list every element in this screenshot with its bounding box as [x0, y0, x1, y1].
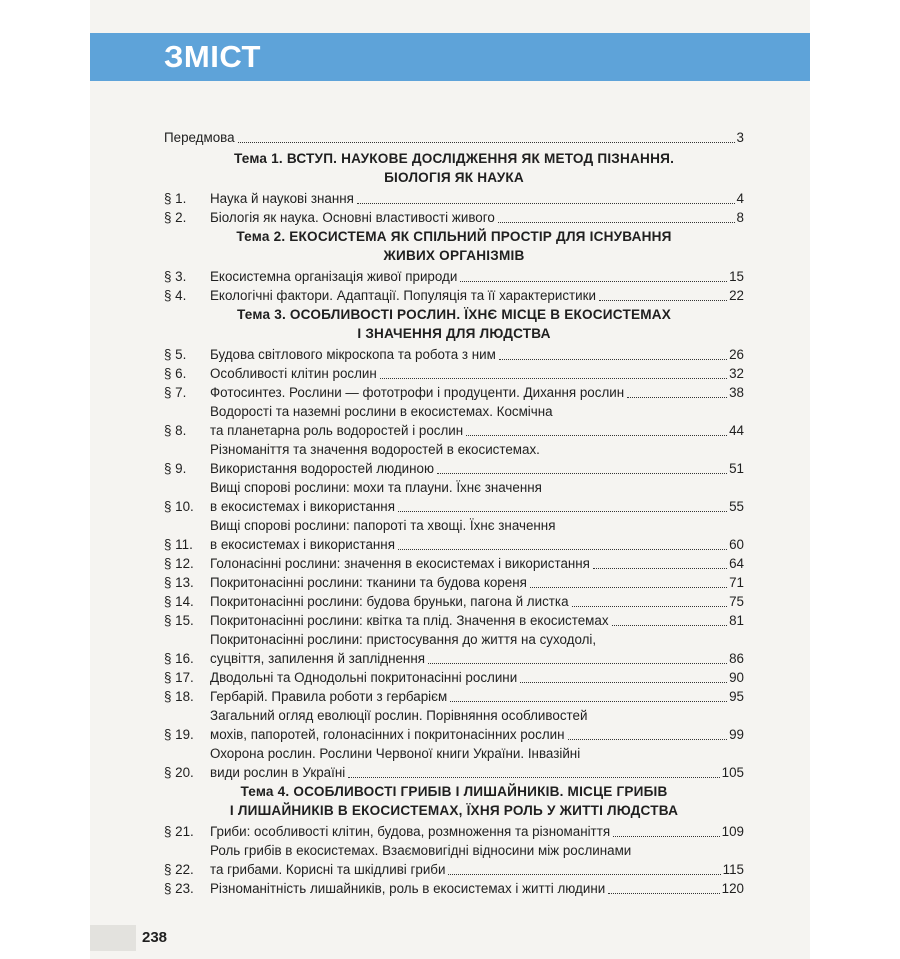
toc-entry[interactable]: [164, 554, 744, 573]
entry-body: [210, 364, 744, 383]
page-ref: 71: [729, 575, 744, 590]
leader-dots: [460, 281, 727, 282]
page-ref: 51: [729, 461, 744, 476]
entry-title: в екосистемах і використання: [210, 499, 395, 514]
leader-dots: [357, 203, 735, 204]
entry-lines: [210, 364, 729, 383]
section-number: § 18.: [164, 689, 194, 704]
leader-dots: [398, 549, 727, 550]
section-number: § 22.: [164, 862, 194, 877]
entry-title: Покритонасінні рослини: квітка та плід. Значення в екосистемах: [210, 613, 609, 628]
leader-dots: [612, 625, 728, 626]
toc-entry[interactable]: [164, 440, 744, 478]
toc-entry[interactable]: [164, 841, 744, 879]
entry-lines: [210, 611, 729, 630]
entry-lines: [210, 383, 729, 402]
entry-last-line: [210, 822, 722, 841]
entry-title: Екосистемна організація живої природи: [210, 269, 458, 284]
entry-title: Особливості клітин рослин: [210, 366, 377, 381]
entry-title: суцвіття, запилення й запліднення: [210, 651, 425, 666]
entry-lines: [210, 478, 729, 516]
page-ref: 81: [729, 613, 744, 628]
entry-title: Фотосинтез. Рослини — фототрофи і продуценти. Дихання рослин: [210, 385, 625, 400]
entry-last-line: [210, 383, 729, 402]
topic-heading: [164, 306, 744, 343]
toc-entry[interactable]: [164, 383, 744, 402]
entry-body: [210, 189, 744, 208]
topic-heading: [164, 228, 744, 265]
topic-heading-line: ЖИВИХ ОРГАНІЗМІВ: [383, 247, 525, 263]
entry-body: [210, 345, 744, 364]
toc-entry[interactable]: [164, 516, 744, 554]
entry-last-line: [210, 668, 729, 687]
section-number: § 13.: [164, 575, 194, 590]
section-number: § 23.: [164, 881, 194, 896]
entry-last-line: [210, 860, 723, 879]
toc-entry[interactable]: [164, 478, 744, 516]
section-number: § 20.: [164, 765, 194, 780]
entry-body: [210, 383, 744, 402]
entry-lines: [210, 879, 722, 898]
header-banner: [90, 33, 810, 81]
entry-last-line: [210, 573, 729, 592]
section-number: § 16.: [164, 651, 194, 666]
section-number: § 4.: [164, 288, 187, 303]
page-ref: 120: [721, 881, 744, 896]
entry-lines: [210, 822, 722, 841]
page-ref: 109: [721, 824, 744, 839]
entry-body: [210, 668, 744, 687]
page-ref: 105: [721, 765, 744, 780]
topic-heading: [164, 783, 744, 820]
entry-last-line: [210, 421, 729, 440]
page-ref: 75: [729, 594, 744, 609]
leader-dots: [520, 682, 727, 683]
entry-last-line: [210, 267, 729, 286]
section-number: § 7.: [164, 385, 187, 400]
entry-last-line: [210, 364, 729, 383]
page-ref: 8: [736, 210, 744, 225]
entry-title: Гербарій. Правила роботи з гербарієм: [210, 689, 448, 704]
toc-entry[interactable]: [164, 822, 744, 841]
topic-heading-line: Тема 2. ЕКОСИСТЕМА ЯК СПІЛЬНИЙ ПРОСТІР ДЛЯ ІСНУВАННЯ: [236, 229, 672, 244]
page-ref: 22: [729, 288, 744, 303]
page-ref: 90: [729, 670, 744, 685]
section-number: § 5.: [164, 347, 187, 362]
entry-title-line: Загальний огляд еволюції рослин. Порівняння особливостей: [210, 708, 588, 723]
section-number: § 8.: [164, 423, 187, 438]
entry-body: [210, 706, 744, 744]
topic-heading-line: Тема 4. ОСОБЛИВОСТІ ГРИБІВ І ЛИШАЙНИКІВ. МІСЦЕ ГРИБІВ: [240, 784, 668, 799]
entry-title: Наука й наукові знання: [210, 191, 354, 206]
entry-title-line: Різноманіття та значення водоростей в екосистемах.: [210, 442, 540, 457]
entry-lines: [210, 668, 729, 687]
leader-dots: [627, 397, 727, 398]
entry-lines: [210, 286, 729, 305]
entry-body: [210, 440, 744, 478]
toc-entry[interactable]: [164, 402, 744, 440]
entry-lines: [210, 592, 729, 611]
leader-dots: [398, 511, 727, 512]
entry-lines: [210, 440, 729, 478]
topic-heading-line: Тема 1. ВСТУП. НАУКОВЕ ДОСЛІДЖЕННЯ ЯК МЕТОД ПІЗНАННЯ.: [233, 151, 675, 166]
entry-title: Гриби: особливості клітин, будова, розмноження та різноманіття: [210, 824, 611, 839]
toc-entry[interactable]: [164, 744, 744, 782]
leader-dots: [450, 701, 727, 702]
leader-dots: [348, 777, 719, 778]
section-number: § 14.: [164, 594, 194, 609]
leader-dots: [437, 473, 727, 474]
entry-lines: [210, 630, 729, 668]
page-ref: 64: [729, 556, 744, 571]
topic-heading-line: БІОЛОГІЯ ЯК НАУКА: [384, 169, 524, 185]
section-number: § 10.: [164, 499, 194, 514]
entry-title-line: Водорості та наземні рослини в екосистемах. Космічна: [210, 404, 553, 419]
entry-lines: [210, 402, 729, 440]
entry-title: Покритонасінні рослини: тканини та будова кореня: [210, 575, 527, 590]
entry-last-line: [210, 208, 737, 227]
entry-title: Покритонасінні рослини: будова бруньки, пагона й листка: [210, 594, 569, 609]
entry-title-line: Вищі спорові рослини: мохи та плауни. Їхнє значення: [210, 480, 542, 495]
toc-entry[interactable]: [164, 879, 744, 898]
entry-lines: [210, 267, 729, 286]
section-number: § 15.: [164, 613, 194, 628]
preface-title: Передмова: [164, 130, 235, 145]
entry-title: Будова світлового мікроскопа та робота з ним: [210, 347, 496, 362]
leader-dots: [498, 222, 735, 223]
toc-entry[interactable]: [164, 592, 744, 611]
entry-last-line: [210, 189, 737, 208]
entry-lines: [210, 573, 729, 592]
entry-title: мохів, папоротей, голонасінних і покритонасінних рослин: [210, 727, 565, 742]
book-page: [90, 0, 810, 959]
page-title: ЗМІСТ: [164, 39, 261, 74]
entry-body: [210, 822, 744, 841]
entry-body: [210, 687, 744, 706]
page-number: 238: [142, 929, 168, 946]
topic-heading-line: І ЛИШАЙНИКІВ В ЕКОСИСТЕМАХ, ЇХНЯ РОЛЬ У ЖИТТІ ЛЮДСТВА: [229, 802, 679, 818]
entry-last-line: [210, 687, 729, 706]
entry-last-line: [210, 725, 729, 744]
section-number: § 1.: [164, 191, 187, 206]
leader-dots: [599, 300, 727, 301]
table-of-contents: [164, 128, 744, 898]
entry-title: Дводольні та Однодольні покритонасінні рослини: [210, 670, 518, 685]
page-ref: 4: [736, 191, 744, 206]
entry-lines: [210, 554, 729, 573]
section-number: § 2.: [164, 210, 187, 225]
leader-dots: [466, 435, 727, 436]
entry-title-line: Покритонасінні рослини: пристосування до життя на суходолі,: [210, 632, 597, 647]
entry-last-line: [210, 286, 729, 305]
page-ref: 26: [729, 347, 744, 362]
entry-lines: [210, 841, 723, 879]
page-ref: 86: [729, 651, 744, 666]
toc-entry[interactable]: [164, 573, 744, 592]
toc-entry[interactable]: [164, 630, 744, 668]
entry-lines: [210, 516, 729, 554]
leader-dots: [499, 359, 727, 360]
section-number: § 9.: [164, 461, 187, 476]
toc-entry[interactable]: [164, 687, 744, 706]
leader-dots: [568, 739, 728, 740]
toc-entry[interactable]: [164, 286, 744, 305]
toc-entry[interactable]: [164, 189, 744, 208]
entry-title-line: Роль грибів в екосистемах. Взаємовигідні відносини між рослинами: [210, 843, 632, 858]
entry-body: [210, 402, 744, 440]
topic-heading: [164, 150, 744, 187]
entry-last-line: [210, 345, 729, 364]
page-ref: 32: [729, 366, 744, 381]
leader-dots: [238, 142, 735, 143]
topic-heading-line: І ЗНАЧЕННЯ ДЛЯ ЛЮДСТВА: [357, 325, 551, 341]
entry-body: [210, 516, 744, 554]
entry-last-line: [210, 535, 729, 554]
toc-entry[interactable]: [164, 364, 744, 383]
page-ref: 15: [729, 269, 744, 284]
section-number: § 17.: [164, 670, 194, 685]
page-ref: 60: [729, 537, 744, 552]
leader-dots: [428, 663, 727, 664]
entry-last-line: [210, 611, 729, 630]
topic-heading-line: Тема 3. ОСОБЛИВОСТІ РОСЛИН. ЇХНЄ МІСЦЕ В ЕКОСИСТЕМАХ: [236, 307, 672, 322]
entry-lines: [210, 687, 729, 706]
entry-body: [210, 267, 744, 286]
entry-last-line: [210, 879, 722, 898]
leader-dots: [572, 606, 728, 607]
entry-body: [210, 554, 744, 573]
entry-title-line: Вищі спорові рослини: папороті та хвощі. Їхнє значення: [210, 518, 556, 533]
entry-title: та грибами. Корисні та шкідливі гриби: [210, 862, 446, 877]
toc-entry[interactable]: [164, 611, 744, 630]
entry-body: [210, 208, 744, 227]
entry-title: Екологічні фактори. Адаптації. Популяція та її характеристики: [210, 288, 596, 303]
entry-title-line: Охорона рослин. Рослини Червоної книги України. Інвазійні: [210, 746, 581, 761]
page-ref: 95: [729, 689, 744, 704]
section-number: § 11.: [164, 537, 193, 552]
leader-dots: [608, 893, 719, 894]
entry-body: [210, 744, 744, 782]
entry-last-line: [210, 649, 729, 668]
entry-last-line: [210, 763, 722, 782]
entry-last-line: [210, 497, 729, 516]
footer-bar: [90, 925, 136, 951]
entry-title: види рослин в Україні: [210, 765, 346, 780]
leader-dots: [593, 568, 727, 569]
entry-last-line: [210, 459, 729, 478]
toc-entry[interactable]: [164, 706, 744, 744]
section-number: § 3.: [164, 269, 187, 284]
entry-title: в екосистемах і використання: [210, 537, 395, 552]
leader-dots: [448, 874, 720, 875]
entry-body: [210, 286, 744, 305]
entry-body: [210, 611, 744, 630]
page-ref: 44: [729, 423, 744, 438]
leader-dots: [530, 587, 727, 588]
entry-body: [210, 592, 744, 611]
entry-lines: [210, 706, 729, 744]
toc-entry[interactable]: [164, 267, 744, 286]
entry-body: [210, 841, 744, 879]
entry-lines: [210, 744, 722, 782]
toc-entry[interactable]: [164, 208, 744, 227]
entry-body: [210, 478, 744, 516]
entry-title: Біологія як наука. Основні властивості живого: [210, 210, 495, 225]
page-ref: 99: [729, 727, 744, 742]
toc-entry[interactable]: [164, 345, 744, 364]
section-number: § 6.: [164, 366, 187, 381]
section-number: § 19.: [164, 727, 194, 742]
entry-title: Різноманітність лишайників, роль в екосистемах і житті людини: [210, 881, 606, 896]
entry-last-line: [210, 592, 729, 611]
page-ref: 3: [736, 130, 744, 145]
section-number: § 21.: [164, 824, 194, 839]
page-ref: 115: [722, 862, 744, 877]
page-ref: 38: [729, 385, 744, 400]
entry-lines: [210, 208, 737, 227]
entry-body: [210, 573, 744, 592]
section-number: § 12.: [164, 556, 194, 571]
page-ref: 55: [729, 499, 744, 514]
leader-dots: [613, 836, 720, 837]
entry-title: та планетарна роль водоростей і рослин: [210, 423, 464, 438]
entry-title: Голонасінні рослини: значення в екосистемах і використання: [210, 556, 590, 571]
entry-body: [210, 630, 744, 668]
leader-dots: [380, 378, 727, 379]
entry-body: [210, 879, 744, 898]
entry-lines: [210, 345, 729, 364]
preface-entry[interactable]: [164, 128, 744, 147]
entry-lines: [210, 189, 737, 208]
entry-last-line: [210, 554, 729, 573]
entry-title: Використання водоростей людиною: [210, 461, 435, 476]
toc-entry[interactable]: [164, 668, 744, 687]
